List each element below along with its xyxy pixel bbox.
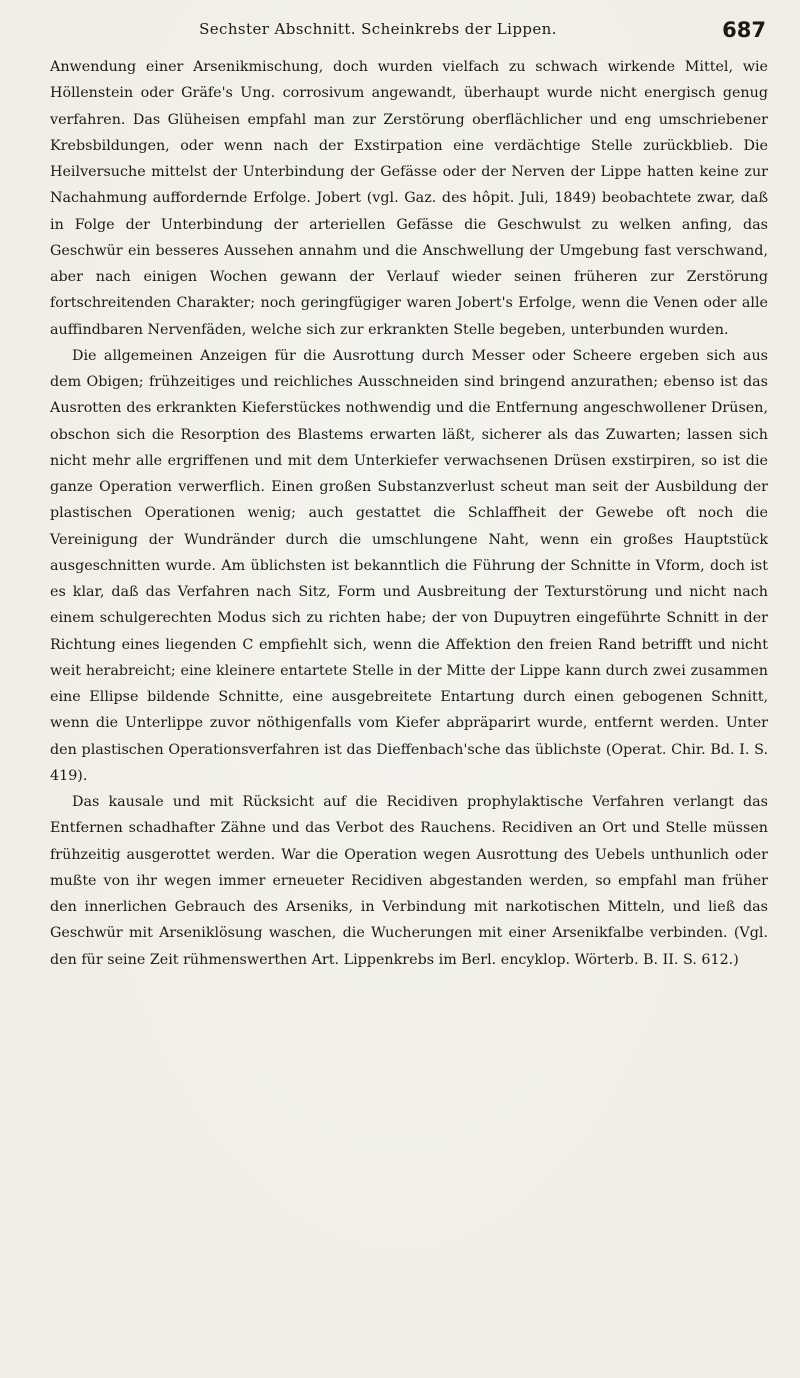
page-header [60, 20, 766, 48]
paragraph: Das kausale und mit Rücksicht auf die Recidiven prophylaktische Verfahren verlangt das Entfernen schadhafter Zähne und das Verbot des Rauchens. Recidiven an Ort und Stelle müssen frühzeitig ausgerottet werden. War die Operation wegen Ausrottung des Uebels unthunlich oder mußte von ihr wegen immer erneueter Recidiven abgestanden werden, so empfahl man früher den innerlichen Gebrauch des Arseniks, in Verbindung mit narkotischen Mitteln, und ließ das Geschwür mit Arseniklösung waschen, die Wucherungen mit einer Arsenikfalbe verbinden. (Vgl. den für seine Zeit rühmenswerthen Art. Lippenkrebs im Berl. encyklop. Wörterb. B. II. S. 612.) [50, 794, 768, 968]
paragraph: Die allgemeinen Anzeigen für die Ausrottung durch Messer oder Scheere ergeben sich aus dem Obigen; frühzeitiges und reichliches Ausschneiden sind bringend anzurathen; ebenso ist das Ausrotten des erkrankten Kieferstückes nothwendig und die Entfernung angeschwollener Drüsen, obschon sich die Resorption des Blastems erwarten läßt, sicherer als das Zuwarten; lassen sich nicht mehr alle ergriffenen und mit dem Unterkiefer verwachsenen Drüsen exstirpiren, so ist die ganze Operation verwerflich. Einen großen Substanzverlust scheut man seit der Ausbildung der plastischen Operationen wenig; auch gestattet die Schlaffheit der Gewebe oft noch die Vereinigung der Wundränder durch die umschlungene Naht, wenn ein großes Hauptstück ausgeschnitten wurde. Am üblichsten ist bekanntlich die Führung der Schnitte in Vform, doch ist es klar, daß das Verfahren nach Sitz, Form und Ausbreitung der Texturstörung und nicht nach einem schulgerechten Modus sich zu richten habe; der von Dupuytren eingeführte Schnitt in der Richtung eines liegenden C empfiehlt sich, wenn die Affektion den freien Rand betrifft und nicht weit herabreicht; eine kleinere entartete Stelle in der Mitte der Lippe kann durch zwei zusammen eine Ellipse bildende Schnitte, eine ausgebreitete Entartung durch einen gebogenen Schnitt, wenn die Unterlippe zuvor nöthigenfalls vom Kiefer abpräparirt wurde, entfernt werden. Unter den plastischen Operationsverfahren ist das Dieffenbach'sche das üblichste (Operat. Chir. Bd. I. S. 419). [50, 347, 768, 784]
body-text [50, 54, 768, 973]
paragraph: Anwendung einer Arsenikmischung, doch wurden vielfach zu schwach wirkende Mittel, wie Höllenstein oder Gräfe's Ung. corrosivum angewandt, überhaupt wurde nicht energisch genug verfahren. Das Glüheisen empfahl man zur Zerstörung oberflächlicher und eng umschriebener Krebsbildungen, oder wenn nach der Exstirpation eine verdächtige Stelle zurückblieb. Die Heilversuche mittelst der Unterbindung der Gefässe oder der Nerven der Lippe hatten keine zur Nachahmung auffordernde Erfolge. Jobert (vgl. Gaz. des hôpit. Juli, 1849) beobachtete zwar, daß in Folge der Unterbindung der arteriellen Gefässe die Geschwulst zu welken anfing, das Geschwür ein besseres Aussehen annahm und die Anschwellung der Umgebung fast verschwand, aber nach einigen Wochen gewann der Verlauf wieder seinen früheren zur Zerstörung fortschreitenden Charakter; noch geringfügiger waren Jobert's Erfolge, wenn die Venen oder alle auffindbaren Nervenfäden, welche sich zur erkrankten Stelle begeben, unterbunden wurden. [50, 59, 768, 338]
running-head: Sechster Abschnitt. Scheinkrebs der Lippen. [199, 20, 557, 38]
page-number: 687 [722, 18, 766, 42]
